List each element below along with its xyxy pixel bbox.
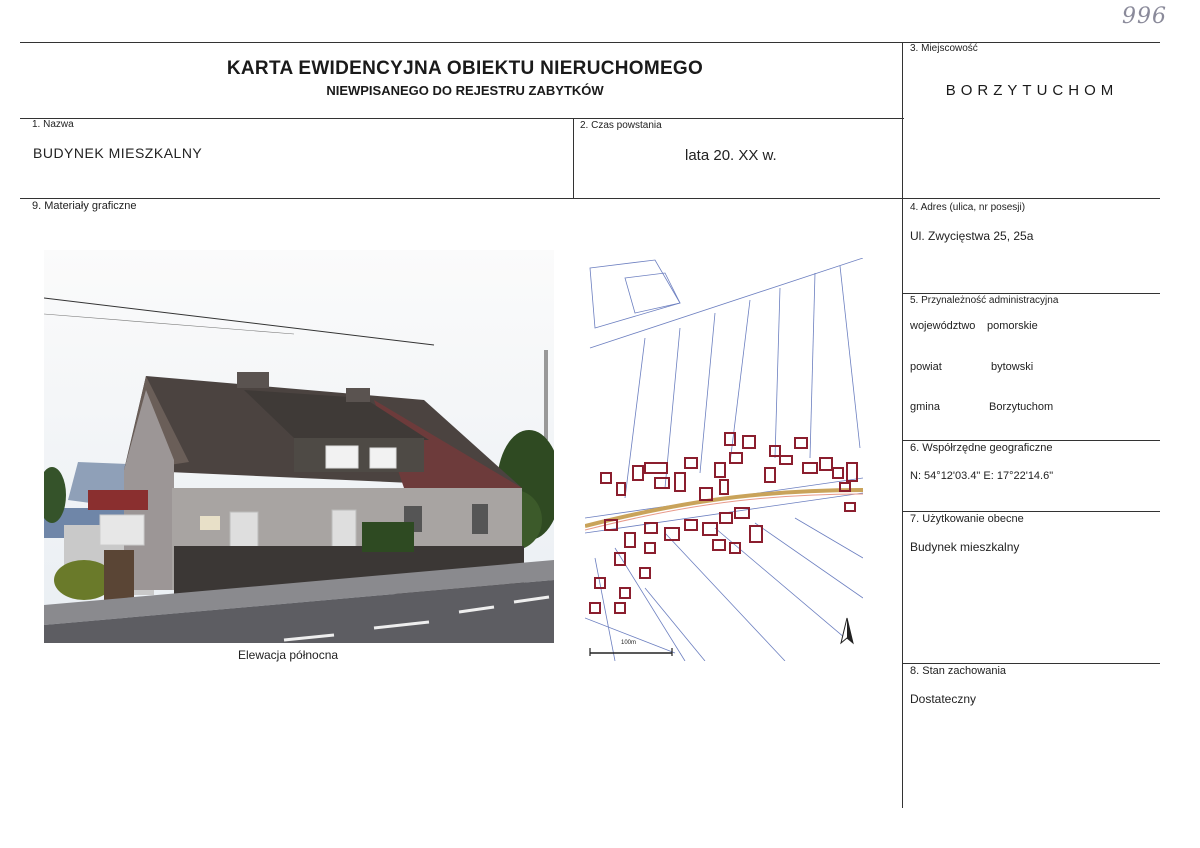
label-stan: 8. Stan zachowania [910,665,1007,677]
divider-coords [902,440,1160,441]
vertical-divider-name [573,118,574,198]
label-przynaleznosc: 5. Przynależność administracyjna [910,295,1059,306]
map-scale-label: 100m [621,640,637,646]
document-subtitle: NIEWPISANEGO DO REJESTRU ZABYTKÓW [326,83,604,98]
divider-graphics-row [20,198,1160,199]
admin-value-powiat: bytowski [991,361,1034,373]
label-adres: 4. Adres (ulica, nr posesji) [910,202,1026,213]
cadastral-map [585,258,863,661]
label-miejscowosc: 3. Miejscowość [910,43,978,54]
label-wspolrzedne: 6. Współrzędne geograficzne [910,442,1053,454]
divider-usage [902,511,1160,512]
top-border [20,42,1160,43]
label-czas: 2. Czas powstania [580,120,662,131]
admin-key-wojewodztwo: województwo [910,320,976,332]
value-stan: Dostateczny [910,692,977,706]
value-miejscowosc: BORZYTUCHOM [945,82,1119,99]
divider-condition [902,663,1160,664]
label-nazwa: 1. Nazwa [32,119,74,130]
vertical-divider-right [902,42,903,808]
page-number: 996 [1122,4,1167,29]
label-materialy: 9. Materiały graficzne [32,200,137,212]
value-wspolrzedne: N: 54°12'03.4" E: 17°22'14.6" [910,470,1054,482]
label-uzytkowanie: 7. Użytkowanie obecne [910,513,1024,525]
photo-caption: Elewacja północna [238,648,339,662]
admin-value-wojewodztwo: pomorskie [987,320,1038,332]
admin-key-gmina: gmina [910,401,940,413]
value-nazwa: BUDYNEK MIESZKALNY [33,145,203,161]
document-title: KARTA EWIDENCYJNA OBIEKTU NIERUCHOMEGO [226,58,704,79]
value-uzytkowanie: Budynek mieszkalny [910,540,1020,554]
value-czas: lata 20. XX w. [685,147,777,164]
value-adres: Ul. Zwycięstwa 25, 25a [910,229,1034,243]
admin-value-gmina: Borzytuchom [989,401,1054,413]
building-photo [44,250,554,643]
divider-admin [902,293,1160,294]
divider-name-row [20,118,904,119]
admin-key-powiat: powiat [910,361,942,373]
